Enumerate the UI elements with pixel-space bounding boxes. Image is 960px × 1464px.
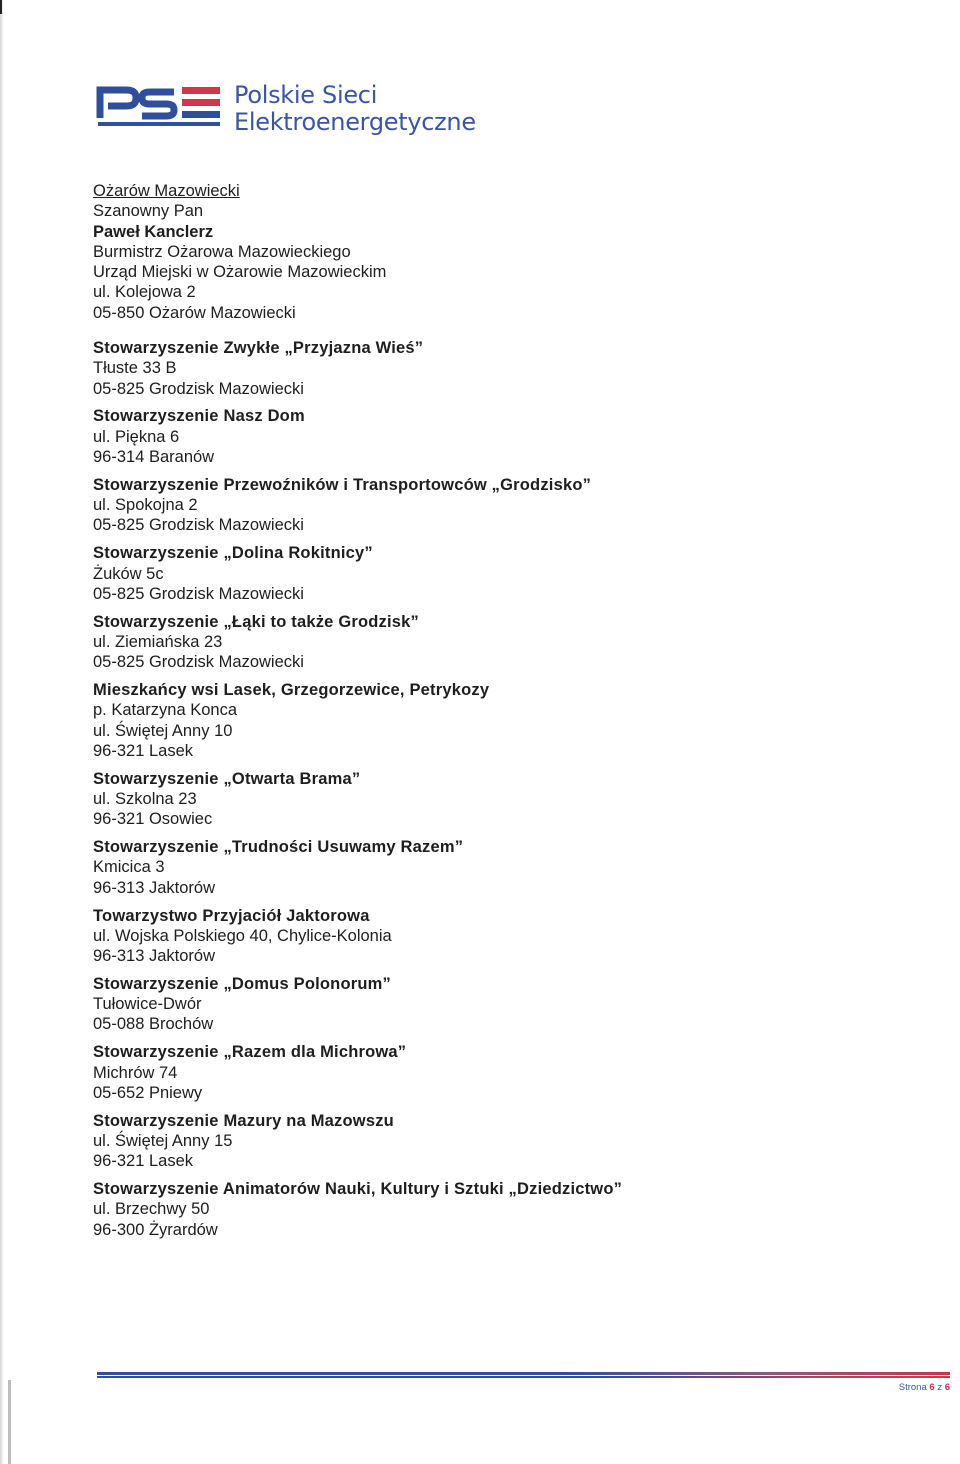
organization-name: Stowarzyszenie „Łąki to także Grodzisk” [93, 612, 419, 631]
footer-rule-top [97, 1372, 950, 1375]
logo-line-1: Polskie Sieci [234, 81, 378, 109]
address-line: 96-321 Lasek [93, 1152, 193, 1171]
organization-name: Stowarzyszenie „Dolina Rokitnicy” [93, 544, 373, 563]
page-prefix: Strona [898, 1382, 927, 1393]
page-current: 6 [929, 1382, 935, 1393]
address-line: 05-825 Grodzisk Mazowiecki [93, 653, 304, 672]
recipient-office: Urząd Miejski w Ożarowie Mazowieckim [93, 263, 387, 282]
address-line: Tułowice-Dwór [93, 995, 202, 1014]
organization-entry [93, 837, 813, 898]
page-sep: z [937, 1382, 943, 1393]
recipient-block [93, 181, 813, 323]
scan-edge [0, 0, 4, 1464]
address-line: 96-321 Lasek [93, 741, 193, 760]
address-line: 05-825 Grodzisk Mazowiecki [93, 584, 304, 603]
organization-name: Stowarzyszenie „Domus Polonorum” [93, 974, 391, 993]
organization-entry [93, 1111, 813, 1172]
address-line: 96-300 Żyrardów [93, 1220, 218, 1239]
recipient-title: Burmistrz Ożarowa Mazowieckiego [93, 242, 351, 261]
organization-entry [93, 906, 813, 967]
organization-entry [93, 680, 813, 761]
organization-entry [93, 974, 813, 1035]
organization-name: Stowarzyszenie „Otwarta Brama” [93, 769, 361, 788]
address-line: Tłuste 33 B [93, 359, 177, 378]
organization-name: Stowarzyszenie Animatorów Nauki, Kultury i Sztuki „Dziedzictwo” [93, 1180, 623, 1199]
organization-name: Stowarzyszenie „Razem dla Michrowa” [93, 1043, 407, 1062]
scan-mark [0, 0, 2, 14]
organization-name: Stowarzyszenie Nasz Dom [93, 407, 305, 426]
page-total: 6 [944, 1382, 950, 1393]
organization-entry [93, 1042, 813, 1103]
address-line: 05-652 Pniewy [93, 1083, 203, 1102]
pse-logo-mark [96, 78, 226, 132]
address-line: Kmicica 3 [93, 858, 165, 877]
address-line: ul. Piękna 6 [93, 427, 180, 446]
address-line: Żuków 5c [93, 564, 164, 583]
address-line: 05-825 Grodzisk Mazowiecki [93, 379, 304, 398]
address-line: ul. Wojska Polskiego 40, Chylice-Kolonia [93, 926, 392, 945]
organization-entry [93, 338, 813, 399]
recipient-salutation: Szanowny Pan [93, 202, 204, 221]
organization-name: Stowarzyszenie „Trudności Usuwamy Razem” [93, 838, 464, 857]
address-line: ul. Świętej Anny 15 [93, 1131, 233, 1150]
address-line: ul. Ziemiańska 23 [93, 632, 223, 651]
organization-entry [93, 543, 813, 604]
organization-entry [93, 612, 813, 673]
organization-entry [93, 406, 813, 467]
recipient-city: Ożarów Mazowiecki [93, 182, 240, 200]
organization-name: Stowarzyszenie Mazury na Mazowszu [93, 1111, 394, 1130]
address-line: 96-314 Baranów [93, 448, 215, 467]
address-line: ul. Świętej Anny 10 [93, 721, 233, 740]
recipient-name: Paweł Kanclerz [93, 222, 214, 241]
scan-artifact [8, 1380, 11, 1464]
organization-entry [93, 769, 813, 830]
address-list [93, 181, 813, 1247]
organization-name: Stowarzyszenie Przewoźników i Transportowców „Grodzisko” [93, 475, 592, 494]
logo-wordmark [234, 82, 476, 136]
page-number [899, 1382, 950, 1393]
address-line: ul. Spokojna 2 [93, 496, 198, 515]
address-line: 96-313 Jaktorów [93, 878, 215, 897]
organization-name: Mieszkańcy wsi Lasek, Grzegorzewice, Petrykozy [93, 681, 490, 700]
organization-entry [93, 1179, 813, 1240]
address-line: p. Katarzyna Konca [93, 701, 238, 720]
logo-line-2: Elektroenergetyczne [234, 108, 476, 136]
address-line: ul. Szkolna 23 [93, 790, 197, 809]
address-line: Michrów 74 [93, 1063, 178, 1082]
footer-rule [97, 1372, 950, 1379]
address-line: 96-321 Osowiec [93, 810, 213, 829]
footer-rule-bottom [97, 1376, 950, 1378]
address-line: 05-088 Brochów [93, 1015, 214, 1034]
organization-entry [93, 475, 813, 536]
address-line: 05-825 Grodzisk Mazowiecki [93, 516, 304, 535]
pse-logo [96, 78, 496, 138]
address-line: ul. Brzechwy 50 [93, 1200, 210, 1219]
organization-name: Towarzystwo Przyjaciół Jaktorowa [93, 906, 370, 925]
recipient-postal: 05-850 Ożarów Mazowiecki [93, 303, 296, 322]
organization-name: Stowarzyszenie Zwykłe „Przyjazna Wieś” [93, 339, 424, 358]
recipient-street: ul. Kolejowa 2 [93, 283, 196, 302]
address-line: 96-313 Jaktorów [93, 947, 215, 966]
